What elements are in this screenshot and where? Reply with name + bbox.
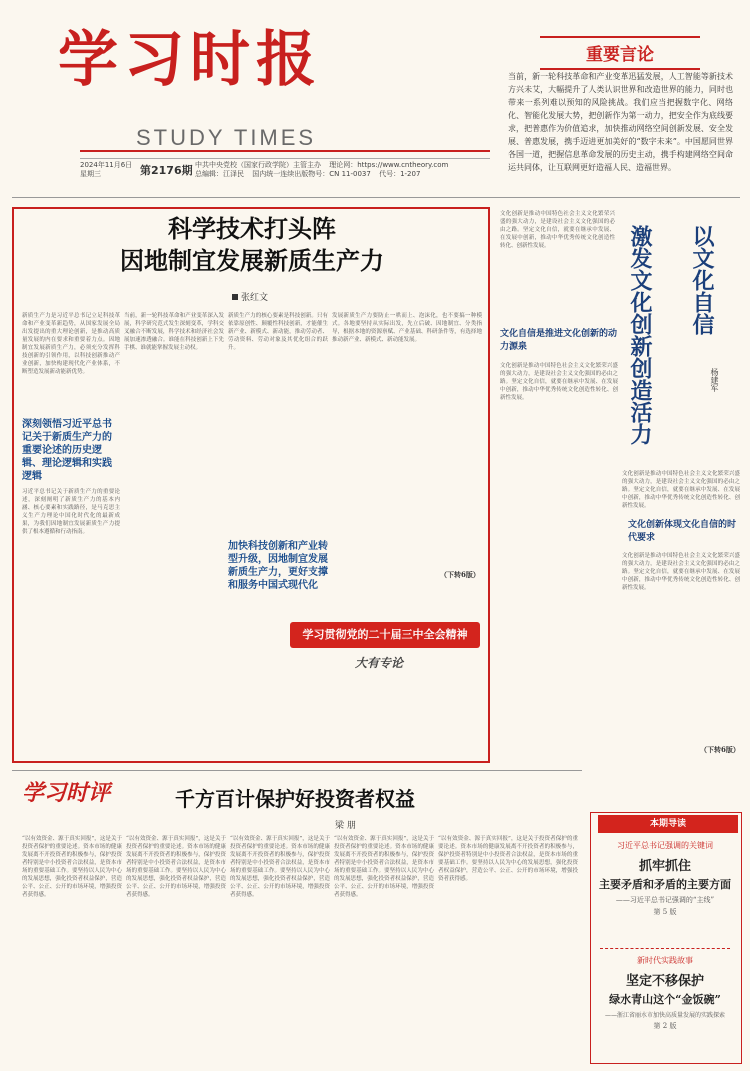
side-body-4: 文化创新是推动中国特色社会主义文化繁荣兴盛的强大动力，是建设社会主义文化强国的必由之路。坚定文化自信，就要在继承中发展、在发展中创新，推动中华优秀传统文化创造性转化、创新性发展。 xyxy=(622,553,740,591)
lead-article-title[interactable] xyxy=(22,213,482,277)
postcode: 代号：1-207 xyxy=(379,170,421,178)
lead-title-line1: 科学技术打头阵 xyxy=(168,214,336,243)
website[interactable]: 理论网：https://www.cntheory.com xyxy=(329,161,449,169)
quote-title: 重要言论 xyxy=(586,45,654,65)
commentary-col-5: “以有效资金、源于真实回报”，这是关于投资者保护的重要论述。资本市场的健康发展离不开投资者的积极参与，保护投资者特别是中小投资者合法权益，是资本市场的重要基础工作。要坚持以人民为中心的发展思想，强化投资者权益保护，营造公平、公正、公开的市场环境，增强投资者获得感。 xyxy=(438,836,578,882)
side-body-2: 文化创新是推动中国特色社会主义文化繁荣兴盛的强大动力，是建设社会主义文化强国的必由之路。坚定文化自信，就要在继承中发展、在发展中创新，推动中华优秀传统文化创造性转化、创新性发展。 xyxy=(500,363,618,401)
masthead-english: STUDY TIMES xyxy=(136,125,317,150)
lead-column-2: 当前，新一轮科技革命和产业变革深入发展，科学研究范式发生深刻变革，学科交叉融合不断发展，科学技术和经济社会发展加速渗透融合。谁能在科技创新上下先手棋、谁就能掌握发展主动权。 xyxy=(124,313,224,351)
guide-label: 本期导读 xyxy=(598,815,738,833)
side-subheading-2: 文化创新体现文化自信的时代要求 xyxy=(628,520,737,543)
side-continued-note: （下转6版） xyxy=(700,745,740,754)
commentary-col-1: “以有效资金、源于真实回报”，这是关于投资者保护的重要论述。资本市场的健康发展离不开投资者的积极参与，保护投资者特别是中小投资者合法权益，是资本市场的重要基础工作。要坚持以人民为中心的发展思想，强化投资者权益保护，营造公平、公正、公开的市场环境，增强投资者获得感。 xyxy=(22,836,122,898)
commentary-author: 梁 朋 xyxy=(335,821,356,831)
publication-meta xyxy=(195,161,495,179)
guide-item-2[interactable] xyxy=(592,955,738,1031)
guide-item-2-title: 坚定不移保护 xyxy=(625,974,704,989)
commentary-badge: 学习时评 xyxy=(22,780,111,806)
important-quote-box xyxy=(500,12,740,187)
masthead-rule xyxy=(80,150,490,152)
lead-column-4: 发展新质生产力要防止一哄而上、泡沫化，也不要搞一种模式。各地要坚持从实际出发，先立后破、因地制宜、分类指导，根据本地的资源禀赋、产业基础、科研条件等，有选择地推动新产业、新模式、新动能发展。 xyxy=(332,313,482,343)
lead-column-3: 新质生产力的核心要素是科技创新。只有依靠原创性、颠覆性科技创新，才能催生新产业、新模式、新动能，推动劳动者、劳动资料、劳动对象及其优化组合的跃升。 xyxy=(228,313,328,351)
lead-column-1: 新质生产力是习近平总书记立足科技革命和产业变革新趋势，从国家发展全局出发提出的重大理论创新，是推动高质量发展的内在要求和重要着力点。因地制宜发展新质生产力，必须充分发挥科技创新的引领作用，以科技创新推动产业创新，加快构建现代化产业体系，不断塑造发展新动能新优势。 xyxy=(22,313,120,375)
guide-item-1-sub: ——习近平总书记强调的“主线” xyxy=(615,896,715,904)
editor: 总编辑：江泽民 xyxy=(195,170,244,178)
guide-item-1-kicker: 习近平总书记强调的关键词 xyxy=(617,841,713,850)
side-title-a[interactable]: 以文化自信 xyxy=(689,225,715,335)
guide-item-1-title2: 主要矛盾和矛盾的主要方面 xyxy=(599,878,731,891)
guide-item-1-title: 抓牢抓住 xyxy=(638,859,691,874)
lead-continued-note: （下转6版） xyxy=(440,570,480,579)
side-subheading-1: 文化自信是推进文化创新的动力源泉 xyxy=(500,329,618,352)
guide-separator xyxy=(600,948,730,949)
side-body-1: 文化创新是推动中国特色社会主义文化繁荣兴盛的强大动力，是建设社会主义文化强国的必由之路。坚定文化自信，就要在继承中发展、在发展中创新，推动中华优秀传统文化创造性转化、创新性发展。 xyxy=(500,211,615,249)
guide-item-1-page: 第 5 版 xyxy=(653,908,677,916)
lead-subheading-2: 加快科技创新和产业转型升级，因地制宜发展新质生产力，更好支撑和服务中国式现代化 xyxy=(228,541,328,591)
guide-item-2-page: 第 2 版 xyxy=(653,1022,677,1030)
mid-divider xyxy=(12,770,582,771)
top-divider xyxy=(12,197,740,198)
masthead-title: 学习时报 xyxy=(58,25,322,95)
guide-item-2-kicker: 新时代实践故事 xyxy=(637,956,693,965)
side-body-3: 文化创新是推动中国特色社会主义文化繁荣兴盛的强大动力，是建设社会主义文化强国的必由之路。坚定文化自信，就要在继承中发展、在发展中创新，推动中华优秀传统文化创造性转化、创新性发展。 xyxy=(622,471,740,509)
guide-item-1[interactable] xyxy=(592,840,738,917)
lead-column-1b: 习近平总书记关于新质生产力的重要论述，深刻阐明了新质生产力的基本内涵、核心要素和实践路径，是马克思主义生产力理论中国化时代化的最新成果，为我们因地制宜发展新质生产力提供了根本遵循和行动指南。 xyxy=(22,489,120,535)
publisher: 中共中央党校（国家行政学院）主管主办 xyxy=(195,161,321,169)
commentary-col-3: “以有效资金、源于真实回报”，这是关于投资者保护的重要论述。资本市场的健康发展离不开投资者的积极参与，保护投资者特别是中小投资者合法权益，是资本市场的重要基础工作。要坚持以人民为中心的发展思想，强化投资者权益保护，营造公平、公正、公开的市场环境，增强投资者获得感。 xyxy=(230,836,330,898)
side-author: 杨建军 xyxy=(710,368,719,392)
quote-body: 当前，新一轮科技革命和产业变革迅猛发展，人工智能等新技术方兴未艾，大幅提升了人类认识世界和改造世界的能力，同时也带来一系列难以预知的风险挑战。我们应当把握数字化、网络化、智能化发展大势，把创新作为第一动力，把安全作为底线要求，把普惠作为价值追求，加快推动网络空间创新发展、安全发展、普惠发展，携手迈进更加美好的“数字未来”。中国愿同世界各国一道，把握信息革命发展的历史主动，携手构建网络空间命运共同体，让互联网更好造福人民、造福世界。 xyxy=(508,72,733,172)
side-title-b[interactable]: 激发文化创新创造活力 xyxy=(627,225,653,445)
masthead-infobar xyxy=(80,158,490,181)
lead-title-line2: 因地制宜发展新质生产力 xyxy=(120,246,384,275)
lead-author: 张红文 xyxy=(241,293,269,303)
commentary-col-2: “以有效资金、源于真实回报”，这是关于投资者保护的重要论述。资本市场的健康发展离不开投资者的积极参与，保护投资者特别是中小投资者合法权益，是资本市场的重要基础工作。要坚持以人民为中心的发展思想，强化投资者权益保护，营造公平、公正、公开的市场环境，增强投资者获得感。 xyxy=(126,836,226,898)
lead-subheading-1: 深刻领悟习近平总书记关于新质生产力的重要论述的历史逻辑、理论逻辑和实践逻辑 xyxy=(22,419,112,482)
commentary-col-4: “以有效资金、源于真实回报”，这是关于投资者保护的重要论述。资本市场的健康发展离不开投资者的积极参与，保护投资者特别是中小投资者合法权益，是资本市场的重要基础工作。要坚持以人民为中心的发展思想，强化投资者权益保护，营造公平、公正、公开的市场环境，增强投资者获得感。 xyxy=(334,836,434,898)
column-label: 大有专论 xyxy=(355,656,404,670)
commentary-title[interactable]: 千方百计保护好投资者权益 xyxy=(175,787,415,811)
plenum-study-banner: 学习贯彻党的二十届三中全会精神 xyxy=(290,622,480,648)
byline-marker-icon xyxy=(232,294,238,300)
lead-byline xyxy=(232,290,268,303)
issue-number: 第2176期 xyxy=(140,164,193,177)
guide-item-2-title2: 绿水青山这个“金饭碗” xyxy=(609,993,721,1006)
issue-date: 2024年11月6日 星期三 xyxy=(80,161,133,178)
issn: 国内统一连续出版物号：CN 11-0037 xyxy=(252,170,371,178)
guide-item-2-sub: ——浙江省丽水市加快高质量发展的实践探索 xyxy=(604,1012,725,1019)
